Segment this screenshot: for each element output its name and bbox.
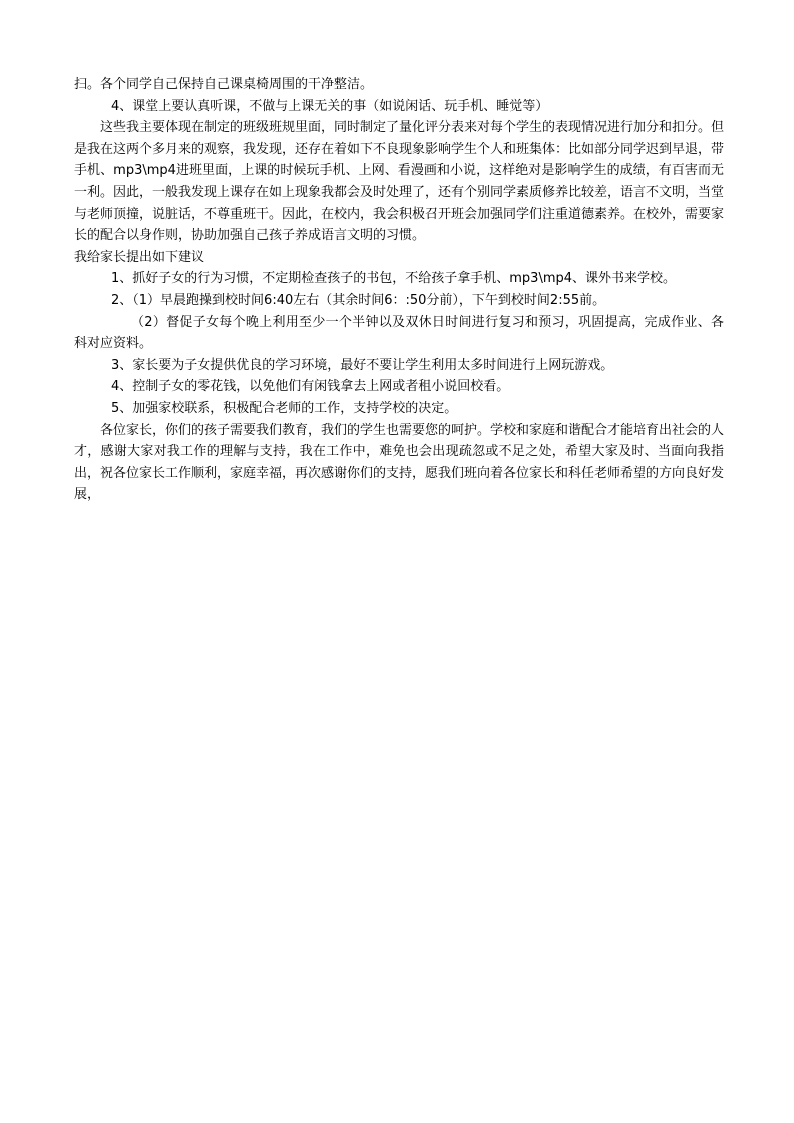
- paragraph-suggestion-2-2: （2）督促子女每个晚上利用至少一个半钟以及双休日时间进行复习和预习，巩固提高，完成作业、各科对应资料。: [74, 314, 724, 352]
- paragraph-class-rules: 这些我主要体现在制定的班级班规里面，同时制定了量化评分表来对每个学生的表现情况进行加分和扣分。但是我在这两个多月来的观察，我发现，还存在着如下不良现象影响学生个人和班集体：比如部分同学迟到早退，带手机、mp3\mp4进班里面，上课的时候玩手机、上网、看漫画和小说，这样绝对是影响学生的成绩，有百害而无一利。因此，一般我发现上课存在如上现象我都会及时处理了，还有个别同学素质修养比较差，语言不文明，当堂与老师顶撞，说脏话，不尊重班干。因此，在校内，我会积极召开班会加强同学们注重道德素养。在校外，需要家长的配合以身作则，协助加强自己孩子养成语言文明的习惯。: [74, 120, 725, 244]
- paragraph-suggestion-5: 5、加强家校联系，积极配合老师的工作，支持学校的决定。: [111, 400, 458, 416]
- paragraph-suggestion-1: 1、抓好子女的行为习惯，不定期检查孩子的书包，不给孩子拿手机、mp3\mp4、课外书来学校。: [111, 271, 677, 287]
- paragraph-rule-4: 4、课堂上要认真听课，不做与上课无关的事（如说闲话、玩手机、睡觉等）: [111, 98, 549, 114]
- paragraph-suggestion-4: 4、控制子女的零花钱，以免他们有闲钱拿去上网或者租小说回校看。: [111, 379, 510, 395]
- paragraph-suggestions-heading: 我给家长提出如下建议: [74, 249, 205, 265]
- paragraph-closing: 各位家长，你们的孩子需要我们教育，我们的学生也需要您的呵护。学校和家庭和谐配合才能培育出社会的人才，感谢大家对我工作的理解与支持，我在工作中，难免也会出现疏忽或不足之处，希望大家及时、当面向我指出，祝各位家长工作顺利，家庭幸福，再次感谢你们的支持，愿我们班向着各位家长和科任老师希望的方向良好发展，: [74, 422, 725, 503]
- document-page: [74, 74, 724, 506]
- paragraph-cleaning-continued: 扫。各个同学自己保持自己课桌椅周围的干净整洁。: [74, 77, 374, 92]
- paragraph-suggestion-2-1: 2、（1）早晨跑操到校时间6:40左右（其余时间6：:50分前），下午到校时间2:55前。: [111, 292, 606, 308]
- paragraph-suggestion-3: 3、家长要为子女提供优良的学习环境，最好不要让学生利用太多时间进行上网玩游戏。: [111, 357, 614, 373]
